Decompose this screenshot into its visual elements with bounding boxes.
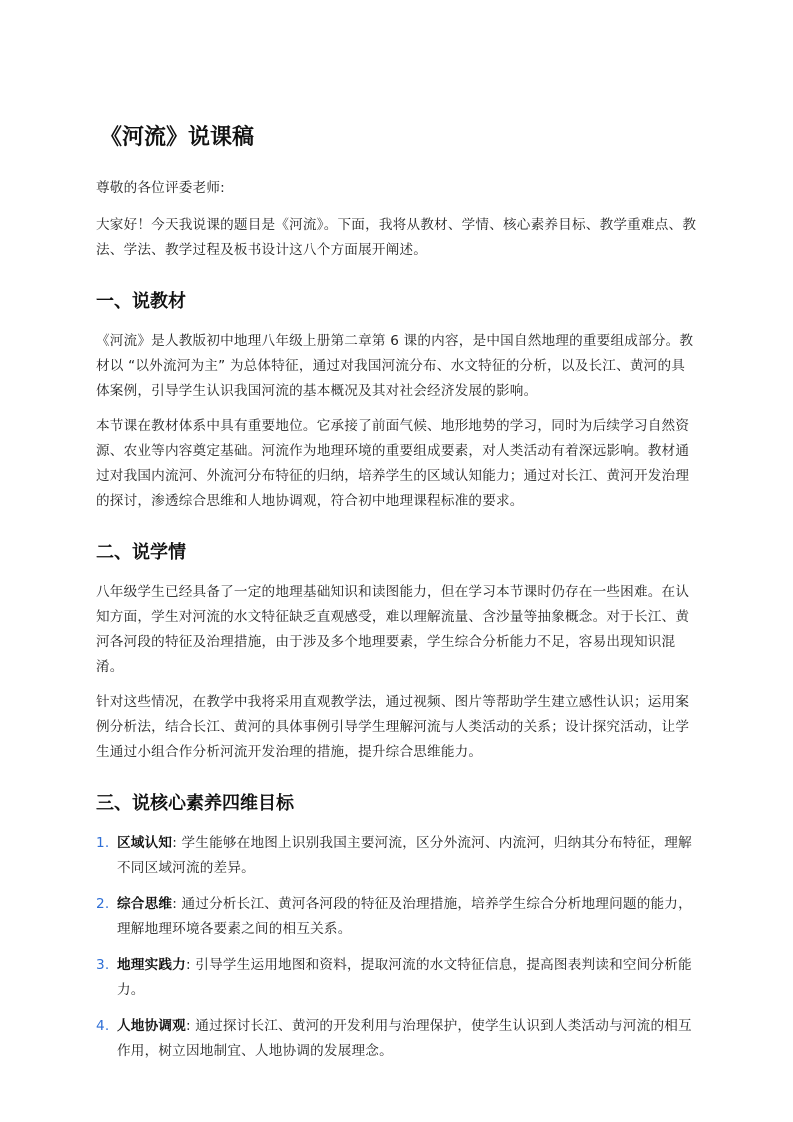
list-item-text: 引导学生运用地图和资料，提取河流的水文特征信息，提高图表判读和空间分析能力。 [117,957,692,998]
list-item-term: 区域认知 [117,835,173,851]
list-item-separator: : [185,957,196,973]
section-objectives [96,791,697,1064]
section-learners [96,540,697,765]
salutation: 尊敬的各位评委老师: [96,180,225,196]
list-item-term: 人地协调观 [117,1018,186,1034]
list-item [96,1014,697,1064]
list-item-term: 综合思维 [117,896,173,912]
objectives-list [96,831,697,1064]
list-item-separator: : [185,1018,196,1034]
list-item-text: 学生能够在地图上识别我国主要河流，区分外流河、内流河，归纳其分布特征，理解不同区域河流的差异。 [117,835,692,876]
list-number: 1. [96,835,110,851]
section-textbook [96,289,697,514]
list-number: 4. [96,1018,110,1034]
list-item-term: 地理实践力 [117,957,186,973]
document-title: 《河流》说课稿 [100,125,255,150]
list-item [96,892,697,942]
list-item-text: 通过分析长江、黄河各河段的特征及治理措施，培养学生综合分析地理问题的能力，理解地理环境各要素之间的相互关系。 [117,896,692,937]
intro-paragraph: 大家好！今天我说课的题目是《河流》。下面，我将从教材、学情、核心素养目标、教学重难点、教法、学法、教学过程及板书设计这八个方面展开阐述。 [96,217,697,258]
list-item [96,831,697,881]
list-item [96,953,697,1003]
list-item-separator: : [172,835,182,851]
section-heading: 一、说教材 [96,291,186,312]
list-item-separator: : [172,896,182,912]
list-item-text: 通过探讨长江、黄河的开发利用与治理保护，使学生认识到人类活动与河流的相互作用，树立因地制宜、人地协调的发展理念。 [117,1018,692,1059]
body-paragraph: 本节课在教材体系中具有重要地位。它承接了前面气候、地形地势的学习，同时为后续学习自然资源、农业等内容奠定基础。河流作为地理环境的重要组成要素，对人类活动有着深远影响。教材通过对我国内流河、外流河分布特征的归纳，培养学生的区域认知能力；通过对长江、黄河开发治理的探讨，渗透综合思维和人地协调观，符合初中地理课程标准的要求。 [96,418,690,509]
list-number: 2. [96,896,110,912]
section-heading: 三、说核心素养四维目标 [96,793,294,814]
body-paragraph: 《河流》是人教版初中地理八年级上册第二章第 6 课的内容，是中国自然地理的重要组成部分。教材以 “以外流河为主” 为总体特征，通过对我国河流分布、水文特征的分析，以及长江、黄河的具体案例，引导学生认识我国河流的基本概况及其对社会经济发展的影响。 [96,333,694,399]
body-paragraph: 八年级学生已经具备了一定的地理基础知识和读图能力，但在学习本节课时仍存在一些困难。在认知方面，学生对河流的水文特征缺乏直观感受，难以理解流量、含沙量等抽象概念。对于长江、黄河各河段的特征及治理措施，由于涉及多个地理要素，学生综合分析能力不足，容易出现知识混淆。 [96,584,690,675]
section-heading: 二、说学情 [96,542,186,563]
list-number: 3. [96,957,110,973]
body-paragraph: 针对这些情况，在教学中我将采用直观教学法，通过视频、图片等帮助学生建立感性认识；运用案例分析法，结合长江、黄河的具体事例引导学生理解河流与人类活动的关系；设计探究活动，让学生通过小组合作分析河流开发治理的措施，提升综合思维能力。 [96,694,690,760]
